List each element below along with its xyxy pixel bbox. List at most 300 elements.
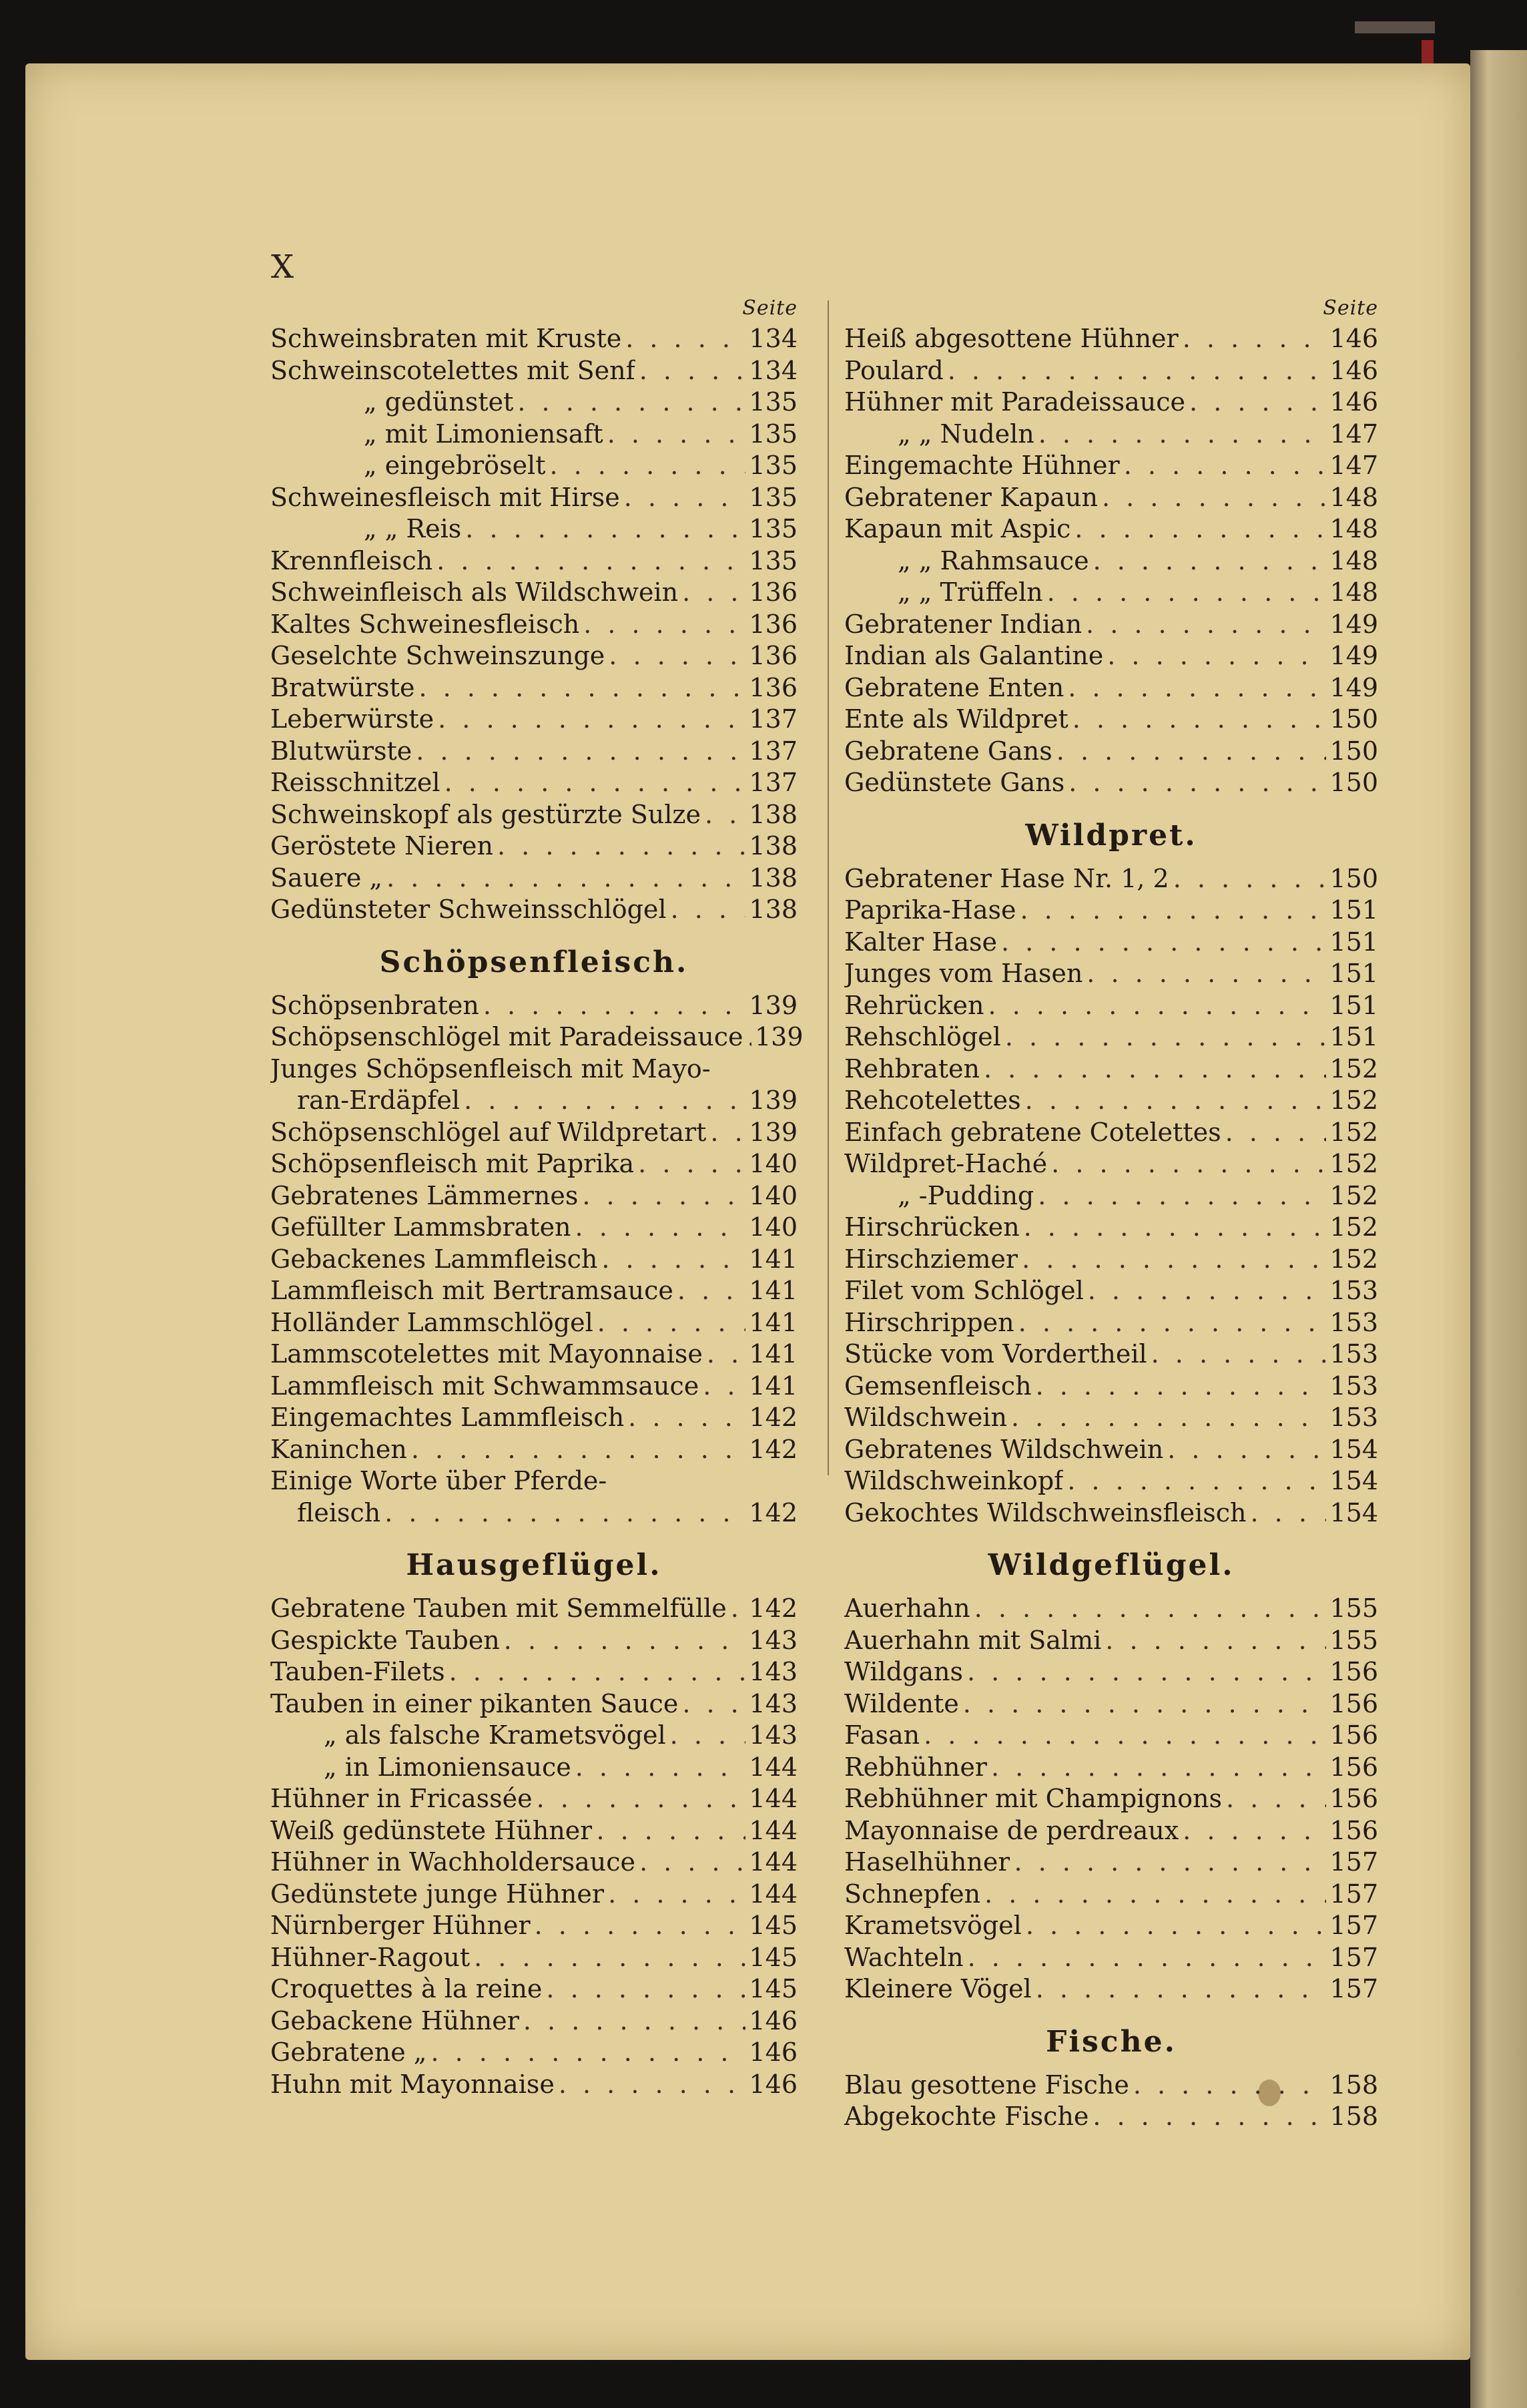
index-entry <box>270 1688 798 1720</box>
index-entry <box>844 1688 1378 1720</box>
entry-page-number: 138 <box>749 831 798 861</box>
dot-leader <box>1179 323 1326 355</box>
entry-title: Kleinere Vögel <box>844 1974 1032 2003</box>
entry-page-number: 152 <box>1329 1053 1378 1083</box>
index-entry <box>270 1656 798 1688</box>
entry-title: Gedünsteter Schweinsschlögel <box>270 895 667 924</box>
index-entry <box>270 1339 798 1371</box>
index-entry <box>270 1625 798 1657</box>
dot-leader <box>1020 1212 1326 1244</box>
entry-title: Gebratene Tauben mit Semmelfülle <box>270 1594 727 1623</box>
index-entry <box>270 1275 798 1307</box>
entry-title: Schweinesfleisch mit Hirse <box>270 482 620 512</box>
entry-page-number: 149 <box>1329 609 1378 639</box>
index-entry <box>270 1434 798 1466</box>
entry-page-number: 152 <box>1329 1212 1378 1242</box>
entry-list <box>844 323 1378 2133</box>
index-entry <box>844 513 1378 545</box>
index-entry <box>270 799 798 831</box>
index-entry <box>270 1720 798 1752</box>
entry-page-number: 150 <box>1329 863 1378 893</box>
dot-leader <box>963 1656 1326 1688</box>
entry-title: Gebratener Indian <box>844 609 1083 639</box>
dot-leader <box>620 482 745 514</box>
index-entry <box>844 1021 1378 1053</box>
entry-page-number: 134 <box>749 324 798 353</box>
entry-title: Filet vom Schlögel <box>844 1276 1084 1305</box>
index-entry <box>844 927 1378 959</box>
entry-page-number: 138 <box>749 863 798 893</box>
dot-leader <box>593 1307 745 1339</box>
entry-page-number: 157 <box>1329 1879 1378 1909</box>
entry-title: Weiß gedünstete Hühner <box>270 1815 593 1845</box>
index-entry <box>844 577 1378 609</box>
entry-title: Lammfleisch mit Bertramsauce <box>270 1276 673 1305</box>
entry-title: Schweinskopf als gestürzte Sulze <box>270 799 701 829</box>
index-entry <box>844 1148 1378 1180</box>
dot-leader <box>493 830 745 863</box>
entry-page-number: 141 <box>749 1276 798 1305</box>
index-entry <box>270 1847 798 1879</box>
index-entry <box>844 1973 1378 2005</box>
dot-leader <box>604 1879 745 1911</box>
entry-page-number: 135 <box>749 419 798 449</box>
entry-page-number: 156 <box>1329 1784 1378 1813</box>
entry-title: Rehschlögel <box>844 1022 1001 1051</box>
dot-leader <box>980 1053 1326 1086</box>
entry-title: Gebackene Hühner <box>270 2005 519 2035</box>
entry-title: „ eingebröselt <box>364 451 546 480</box>
dot-leader <box>1032 1371 1326 1403</box>
dot-leader <box>579 609 745 641</box>
entry-page-number: 138 <box>749 799 798 829</box>
entry-title: Reisschnitzel <box>270 768 440 797</box>
dot-leader <box>1007 1402 1326 1434</box>
dot-leader <box>984 990 1326 1022</box>
dot-leader <box>1021 1085 1326 1117</box>
entry-title: Auerhahn <box>844 1594 970 1623</box>
dot-leader <box>533 1783 745 1815</box>
entry-title: Heiß abgesottene Hühner <box>844 324 1179 353</box>
entry-title: „ als falsche Krametsvögel <box>324 1720 666 1750</box>
entry-page-number: 144 <box>749 1879 798 1909</box>
index-entry <box>270 767 798 799</box>
entry-page-number: 142 <box>749 1594 798 1623</box>
dot-leader <box>1052 736 1326 768</box>
entry-page-number: 146 <box>1329 387 1378 417</box>
entry-title: Gedünstete junge Hühner <box>270 1879 605 1909</box>
dot-leader <box>412 736 745 768</box>
index-entry <box>270 1402 798 1434</box>
index-entry <box>844 704 1378 736</box>
dot-leader <box>964 1942 1326 1974</box>
entry-page-number: 148 <box>1329 577 1378 607</box>
entry-page-number: 156 <box>1329 1752 1378 1782</box>
index-entry <box>270 1815 798 1847</box>
entry-page-number: 140 <box>749 1149 798 1178</box>
section-heading: Fische. <box>1046 2024 1177 2059</box>
entry-title: Huhn mit Mayonnaise <box>270 2069 555 2099</box>
entry-title: Einfach gebratene Cotelettes <box>844 1117 1221 1147</box>
index-entry <box>844 640 1378 672</box>
dot-leader <box>678 1688 745 1720</box>
index-entry <box>270 577 798 609</box>
index-entry <box>844 1942 1378 1974</box>
entry-page-number: 156 <box>1329 1815 1378 1845</box>
entry-title: Wildgans <box>844 1657 963 1686</box>
entry-title: Hühner in Wachholdersauce <box>270 1847 636 1877</box>
dot-leader <box>555 2069 745 2101</box>
entry-page-number: 158 <box>1329 2070 1378 2100</box>
index-entry <box>844 1244 1378 1276</box>
entry-title: Gemsenfleisch <box>844 1371 1032 1401</box>
dot-leader <box>1103 640 1326 672</box>
entry-page-number: 142 <box>749 1434 798 1464</box>
index-entry <box>270 513 798 545</box>
entry-title: Rebhühner mit Champignons <box>844 1784 1222 1813</box>
dot-leader <box>571 1752 745 1784</box>
entry-page-number: 136 <box>749 609 798 639</box>
index-entry <box>270 1942 798 1974</box>
entry-title: Krametsvögel <box>844 1911 1022 1940</box>
section-heading: Hausgeflügel. <box>406 1548 662 1582</box>
entry-title: Tauben-Filets <box>270 1657 445 1686</box>
entry-title: Rehbraten <box>844 1053 980 1083</box>
entry-page-number: 153 <box>1329 1339 1378 1369</box>
index-entry <box>844 1402 1378 1434</box>
entry-title: Schöpsenfleisch mit Paprika <box>270 1149 635 1178</box>
index-entry <box>270 1465 798 1497</box>
entry-page-number: 142 <box>749 1497 798 1527</box>
index-entry <box>270 1053 798 1086</box>
dot-leader <box>706 1117 745 1149</box>
index-entry <box>844 609 1378 641</box>
entry-title: Wildschweinkopf <box>844 1466 1064 1495</box>
entry-title: Hühner in Fricassée <box>270 1784 533 1813</box>
entry-title: Kaninchen <box>270 1434 407 1464</box>
entry-page-number: 146 <box>1329 355 1378 385</box>
index-entry <box>844 1180 1378 1212</box>
index-entry <box>844 1275 1378 1307</box>
index-entry <box>270 1244 798 1276</box>
dot-leader <box>1089 545 1326 577</box>
dot-leader <box>542 1973 745 2005</box>
dot-leader <box>970 1593 1326 1625</box>
entry-page-number: 135 <box>749 387 798 417</box>
index-entry <box>270 609 798 641</box>
dot-leader <box>426 2037 745 2069</box>
entry-page-number: 135 <box>749 482 798 512</box>
entry-title: Auerhahn mit Salmi <box>844 1625 1102 1655</box>
entry-page-number: 137 <box>749 736 798 766</box>
entry-page-number: 157 <box>1329 1974 1378 2003</box>
entry-title: Rebhühner <box>844 1752 987 1782</box>
dot-leader <box>1221 1117 1326 1149</box>
dot-leader <box>1098 482 1326 514</box>
dot-leader <box>1169 863 1326 895</box>
index-entry <box>270 1180 798 1212</box>
index-entry <box>844 1085 1378 1117</box>
dot-leader <box>1179 1815 1326 1847</box>
entry-title: Stücke vom Vordertheil <box>844 1339 1147 1369</box>
entry-page-number: 157 <box>1329 1847 1378 1877</box>
index-entry <box>270 640 798 672</box>
entry-page-number: 139 <box>755 1022 804 1051</box>
entry-page-number: 149 <box>1329 672 1378 702</box>
index-entry <box>270 387 798 419</box>
dot-leader <box>1082 609 1326 641</box>
index-entry <box>270 736 798 768</box>
entry-title: „ „ Rahmsauce <box>898 545 1089 575</box>
entry-page-number: 148 <box>1329 545 1378 575</box>
entry-title: Schweinsbraten mit Kruste <box>270 324 622 353</box>
dot-leader <box>407 1434 745 1466</box>
index-entry <box>270 894 798 926</box>
index-entry <box>844 1625 1378 1657</box>
dot-leader <box>571 1212 745 1244</box>
dot-leader <box>1222 1783 1326 1815</box>
dot-leader <box>1120 450 1326 482</box>
entry-page-number: 154 <box>1329 1497 1378 1527</box>
dot-leader <box>1001 1021 1326 1053</box>
entry-title: „ „ Trüffeln <box>898 577 1043 607</box>
entry-page-number: 155 <box>1329 1625 1378 1655</box>
entry-page-number: 156 <box>1329 1720 1378 1750</box>
entry-page-number: 147 <box>1329 419 1378 449</box>
dot-leader <box>1084 1275 1326 1307</box>
entry-title: Abgekochte Fische <box>844 2102 1089 2131</box>
dot-leader <box>1068 704 1326 736</box>
entry-page-number: 153 <box>1329 1371 1378 1401</box>
index-entry <box>270 1085 798 1117</box>
entry-page-number: 153 <box>1329 1307 1378 1337</box>
index-entry <box>844 1847 1378 1879</box>
page-number: X <box>271 248 294 286</box>
entry-title: Fasan <box>844 1720 920 1750</box>
scan-label-mark <box>1355 21 1435 33</box>
entry-page-number: 146 <box>749 2037 798 2067</box>
index-entry <box>844 1879 1378 1911</box>
entry-title: Ente als Wildpret <box>844 704 1068 734</box>
dot-leader <box>1064 767 1326 799</box>
index-entry <box>844 863 1378 895</box>
entry-title: Wildschwein <box>844 1403 1007 1432</box>
dot-leader <box>531 1910 745 1942</box>
entry-page-number: 152 <box>1329 1117 1378 1147</box>
index-entry <box>844 1593 1378 1625</box>
index-entry <box>270 2005 798 2037</box>
section-heading: Schöpsenfleisch. <box>379 945 689 979</box>
index-entry <box>270 355 798 387</box>
index-entry <box>844 482 1378 514</box>
entry-title: Gebratene „ <box>270 2037 427 2067</box>
dot-leader <box>382 863 745 895</box>
entry-page-number: 152 <box>1329 1086 1378 1115</box>
dot-leader <box>635 355 745 387</box>
entry-title: Holländer Lammschlögel <box>270 1307 593 1337</box>
dot-leader <box>1034 419 1326 451</box>
entry-title: Junges vom Hasen <box>844 959 1083 988</box>
dot-leader <box>1071 513 1326 545</box>
entry-title: Gebratenes Lämmernes <box>270 1180 579 1210</box>
index-entry <box>844 387 1378 419</box>
index-entry <box>844 736 1378 768</box>
entry-page-number: 139 <box>749 990 798 1020</box>
dot-leader <box>597 1244 745 1276</box>
entry-page-number: 143 <box>749 1625 798 1655</box>
index-entry <box>270 1593 798 1625</box>
index-entry <box>844 1783 1378 1815</box>
column-divider <box>828 300 829 1475</box>
dot-leader <box>727 1593 745 1625</box>
entry-title: „ mit Limoniensaft <box>364 419 603 449</box>
dot-leader <box>440 767 745 799</box>
index-entry <box>844 1720 1378 1752</box>
index-entry <box>844 2101 1378 2133</box>
entry-page-number: 139 <box>749 1086 798 1115</box>
index-column-right <box>844 294 1378 2133</box>
entry-page-number: 136 <box>749 672 798 702</box>
dot-leader <box>1016 895 1326 927</box>
seite-header: Seite <box>742 296 798 320</box>
index-entry <box>844 895 1378 927</box>
dot-leader <box>1101 1625 1326 1657</box>
dot-leader <box>519 2005 745 2037</box>
index-entry <box>844 1117 1378 1149</box>
entry-page-number: 137 <box>749 704 798 734</box>
dot-leader <box>621 323 745 355</box>
index-entry <box>270 419 798 451</box>
entry-title: Hühner mit Paradeissauce <box>844 387 1186 417</box>
entry-page-number: 145 <box>749 1942 798 1972</box>
entry-title: ran-Erdäpfel <box>297 1086 461 1115</box>
entry-title: Kapaun mit Aspic <box>844 514 1071 543</box>
entry-title: Nürnberger Hühner <box>270 1911 531 1940</box>
entry-page-number: 156 <box>1329 1657 1378 1686</box>
entry-title: Gespickte Tauben <box>270 1625 500 1655</box>
dot-leader <box>743 1021 751 1053</box>
index-entry <box>270 323 798 355</box>
entry-title: Croquettes à la reine <box>270 1974 543 2003</box>
index-entry <box>844 2070 1378 2102</box>
entry-title: Gedünstete Gans <box>844 768 1065 797</box>
dot-leader <box>1063 1465 1326 1497</box>
dot-leader <box>470 1942 745 1974</box>
section-heading: Wildgeflügel. <box>988 1548 1235 1582</box>
dot-leader <box>944 355 1326 387</box>
index-entry <box>270 1307 798 1339</box>
entry-title: Hirschrippen <box>844 1307 1014 1337</box>
entry-title: Gekochtes Wildschweinsfleisch <box>844 1497 1247 1527</box>
entry-title: Kaltes Schweinesfleisch <box>270 609 580 639</box>
entry-page-number: 135 <box>749 545 798 575</box>
entry-page-number: 144 <box>749 1847 798 1877</box>
entry-title: fleisch <box>297 1497 381 1527</box>
index-entry <box>270 672 798 704</box>
dot-leader <box>445 1656 745 1688</box>
entry-page-number: 144 <box>749 1752 798 1782</box>
entry-page-number: 153 <box>1329 1403 1378 1432</box>
entry-title: Poulard <box>844 355 944 385</box>
dot-leader <box>414 672 745 704</box>
entry-page-number: 141 <box>749 1244 798 1274</box>
entry-page-number: 135 <box>749 451 798 480</box>
entry-title: Schöpsenbraten <box>270 990 479 1020</box>
index-entry <box>270 830 798 863</box>
entry-page-number: 141 <box>749 1339 798 1369</box>
entry-page-number: 146 <box>749 2069 798 2099</box>
entry-page-number: 158 <box>1329 2102 1378 2131</box>
entry-page-number: 150 <box>1329 704 1378 734</box>
index-entry <box>270 1497 798 1529</box>
dot-leader <box>479 990 745 1022</box>
adjacent-page-edge <box>1470 50 1527 2408</box>
entry-page-number: 137 <box>749 768 798 797</box>
entry-page-number: 157 <box>1329 1942 1378 1972</box>
index-entry <box>270 1752 798 1784</box>
entry-title: „ -Pudding <box>898 1180 1034 1210</box>
index-entry <box>270 1021 804 1053</box>
section-heading: Wildpret. <box>1025 818 1197 853</box>
entry-title: Bratwürste <box>270 672 415 702</box>
entry-title: Eingemachte Hühner <box>844 451 1120 480</box>
index-entry <box>844 419 1378 451</box>
bookmark-ribbon <box>1422 40 1434 67</box>
dot-leader <box>920 1720 1326 1752</box>
dot-leader <box>634 1148 745 1180</box>
entry-page-number: 146 <box>749 2005 798 2035</box>
entry-page-number: 148 <box>1329 514 1378 543</box>
dot-leader <box>1032 1973 1326 2005</box>
dot-leader <box>701 799 745 831</box>
entry-title: Hirschrücken <box>844 1212 1020 1242</box>
index-entry <box>844 1371 1378 1403</box>
index-entry <box>844 1339 1378 1371</box>
entry-title: Geröstete Nieren <box>270 831 494 861</box>
index-entry <box>844 355 1378 387</box>
index-entry <box>270 1371 798 1403</box>
entry-page-number: 148 <box>1329 482 1378 512</box>
dot-leader <box>603 419 745 451</box>
entry-title: Wildpret-Haché <box>844 1149 1048 1178</box>
entry-title: Rehcotelettes <box>844 1086 1021 1115</box>
entry-title: Paprika-Hase <box>844 895 1016 925</box>
entry-page-number: 151 <box>1329 990 1378 1020</box>
entry-title: „ in Limoniensauce <box>324 1752 571 1782</box>
entry-page-number: 149 <box>1329 641 1378 670</box>
entry-title: Lammscotelettes mit Mayonnaise <box>270 1339 703 1369</box>
entry-title: Gefüllter Lammsbraten <box>270 1212 571 1242</box>
dot-leader <box>667 894 745 926</box>
dot-leader <box>1010 1847 1326 1879</box>
entry-page-number: 136 <box>749 641 798 670</box>
entry-title: Gebackenes Lammfleisch <box>270 1244 598 1274</box>
dot-leader <box>666 1720 745 1752</box>
dot-leader <box>699 1371 745 1403</box>
entry-page-number: 144 <box>749 1815 798 1845</box>
entry-title: Blutwürste <box>270 736 412 766</box>
entry-page-number: 140 <box>749 1212 798 1242</box>
index-entry <box>270 2037 798 2069</box>
entry-title: Wachteln <box>844 1942 964 1972</box>
entry-list <box>270 323 804 2100</box>
dot-leader <box>678 577 745 609</box>
index-entry <box>270 863 798 895</box>
index-entry <box>270 990 798 1022</box>
entry-page-number: 150 <box>1329 736 1378 766</box>
dot-leader <box>1147 1339 1326 1371</box>
entry-title: Geselchte Schweinszunge <box>270 641 605 670</box>
